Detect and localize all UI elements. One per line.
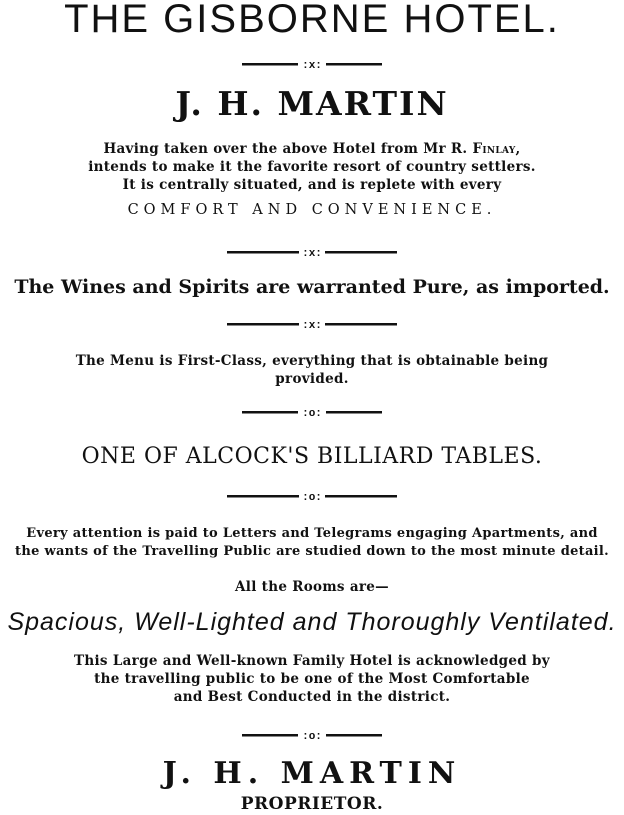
intro-line-1 — [0, 141, 624, 157]
divider-label: :o: — [302, 408, 322, 419]
intro-finlay: Finlay, — [472, 141, 521, 157]
attention-line-1: Every attention is paid to Letters and Telegrams engaging Apartments, and — [26, 526, 598, 541]
intro-line-1-text: Having taken over the above Hotel from Mr R. — [103, 141, 473, 157]
menu-line-1: The Menu is First-Class, everything that is obtainable being — [75, 353, 549, 369]
menu-line-2: provided. — [275, 371, 349, 387]
divider-ornament — [0, 57, 624, 71]
divider-ornament — [0, 728, 624, 742]
owner-name: J. H. MARTIN — [175, 84, 449, 123]
rooms-lead: All the Rooms are— — [235, 579, 389, 595]
divider-ornament — [0, 245, 624, 259]
intro-line-3: It is centrally situated, and is replete with every — [122, 177, 502, 193]
divider-ornament — [0, 317, 624, 331]
divider-ornament — [0, 405, 624, 419]
family-line-3: and Best Conducted in the district. — [173, 689, 451, 705]
divider-label: :o: — [302, 731, 322, 742]
attention-line-2: the wants of the Travelling Public are studied down to the most minute detail. — [15, 544, 609, 559]
divider-ornament — [0, 489, 624, 503]
divider-label: :o: — [302, 492, 322, 503]
divider-label: :x: — [302, 248, 322, 259]
wines-line: The Wines and Spirits are warranted Pure, as imported. — [14, 276, 610, 298]
family-line-1: This Large and Well-known Family Hotel is acknowledged by — [74, 653, 550, 669]
intro-line-2: intends to make it the favorite resort of country settlers. — [88, 159, 536, 175]
hotel-title: THE GISBORNE HOTEL. — [64, 0, 560, 41]
family-line-2: the travelling public to be one of the Most Comfortable — [94, 671, 530, 687]
divider-label: :x: — [302, 320, 322, 331]
signature-name: J. H. MARTIN — [162, 756, 462, 791]
rooms-feature: Spacious, Well-Lighted and Thoroughly Ventilated. — [7, 608, 617, 636]
billiard-line: ONE OF ALCOCK'S BILLIARD TABLES. — [81, 444, 543, 469]
divider-label: :x: — [302, 60, 322, 71]
signature-role: PROPRIETOR. — [240, 794, 384, 814]
comfort-line: COMFORT AND CONVENIENCE. — [127, 202, 497, 218]
